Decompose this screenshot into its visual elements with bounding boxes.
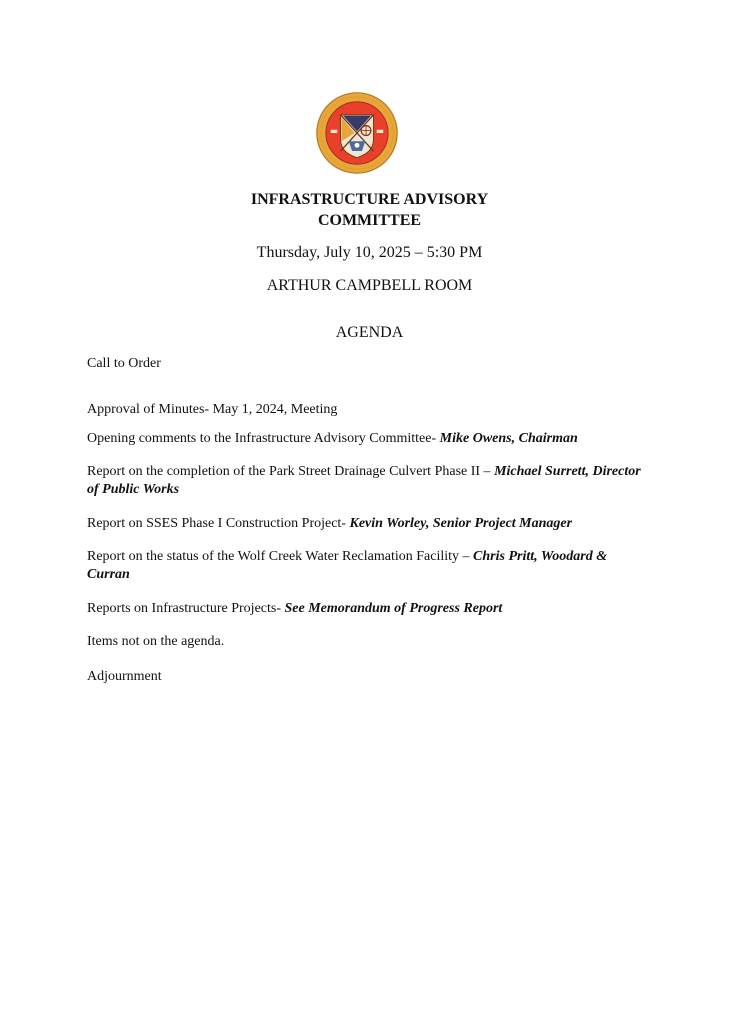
- agenda-item-text: Reports on Infrastructure Projects-: [87, 601, 285, 616]
- agenda-item-items-not-on-agenda: [87, 633, 647, 651]
- agenda-item-presenter: Kevin Worley, Senior Project Manager: [349, 516, 573, 531]
- agenda-item-text: Adjournment: [87, 669, 162, 684]
- agenda-item-presenter: Chris Pritt, Woodard & Curran: [87, 549, 608, 582]
- committee-title-line2: COMMITTEE: [317, 212, 422, 229]
- agenda-item-opening-comments: [87, 430, 647, 448]
- meeting-location: ARTHUR CAMPBELL ROOM: [266, 277, 473, 294]
- agenda-item-park-street-culvert: [87, 463, 647, 499]
- agenda-item-adjournment: [87, 668, 647, 686]
- meeting-date: Thursday, July 10, 2025 – 5:30 PM: [256, 244, 483, 261]
- agenda-item-approval-of-minutes: [87, 401, 647, 419]
- town-seal-icon: [316, 92, 398, 174]
- agenda-item-text: Items not on the agenda.: [87, 634, 225, 649]
- agenda-item-infrastructure-projects: [87, 600, 647, 618]
- agenda-item-call-to-order: [87, 355, 647, 373]
- agenda-item-presenter: See Memorandum of Progress Report: [284, 601, 503, 616]
- agenda-item-text: Opening comments to the Infrastructure Advisory Committee-: [87, 431, 440, 446]
- agenda-item-presenter: Mike Owens, Chairman: [439, 431, 578, 446]
- committee-title-line1: INFRASTRUCTURE ADVISORY: [250, 191, 489, 208]
- agenda-item-presenter: Michael Surrett, Director of Public Works: [87, 464, 641, 497]
- agenda-item-wolf-creek-facility: [87, 548, 647, 584]
- agenda-heading: AGENDA: [335, 324, 404, 341]
- agenda-item-sses-phase-1: [87, 515, 647, 533]
- agenda-item-text: Approval of Minutes- May 1, 2024, Meeting: [87, 402, 338, 417]
- agenda-item-text: Call to Order: [87, 356, 161, 371]
- agenda-item-text: Report on the completion of the Park Street Drainage Culvert Phase II –: [87, 464, 495, 479]
- agenda-item-text: Report on SSES Phase I Construction Project-: [87, 516, 350, 531]
- agenda-item-text: Report on the status of the Wolf Creek Water Reclamation Facility –: [87, 549, 474, 564]
